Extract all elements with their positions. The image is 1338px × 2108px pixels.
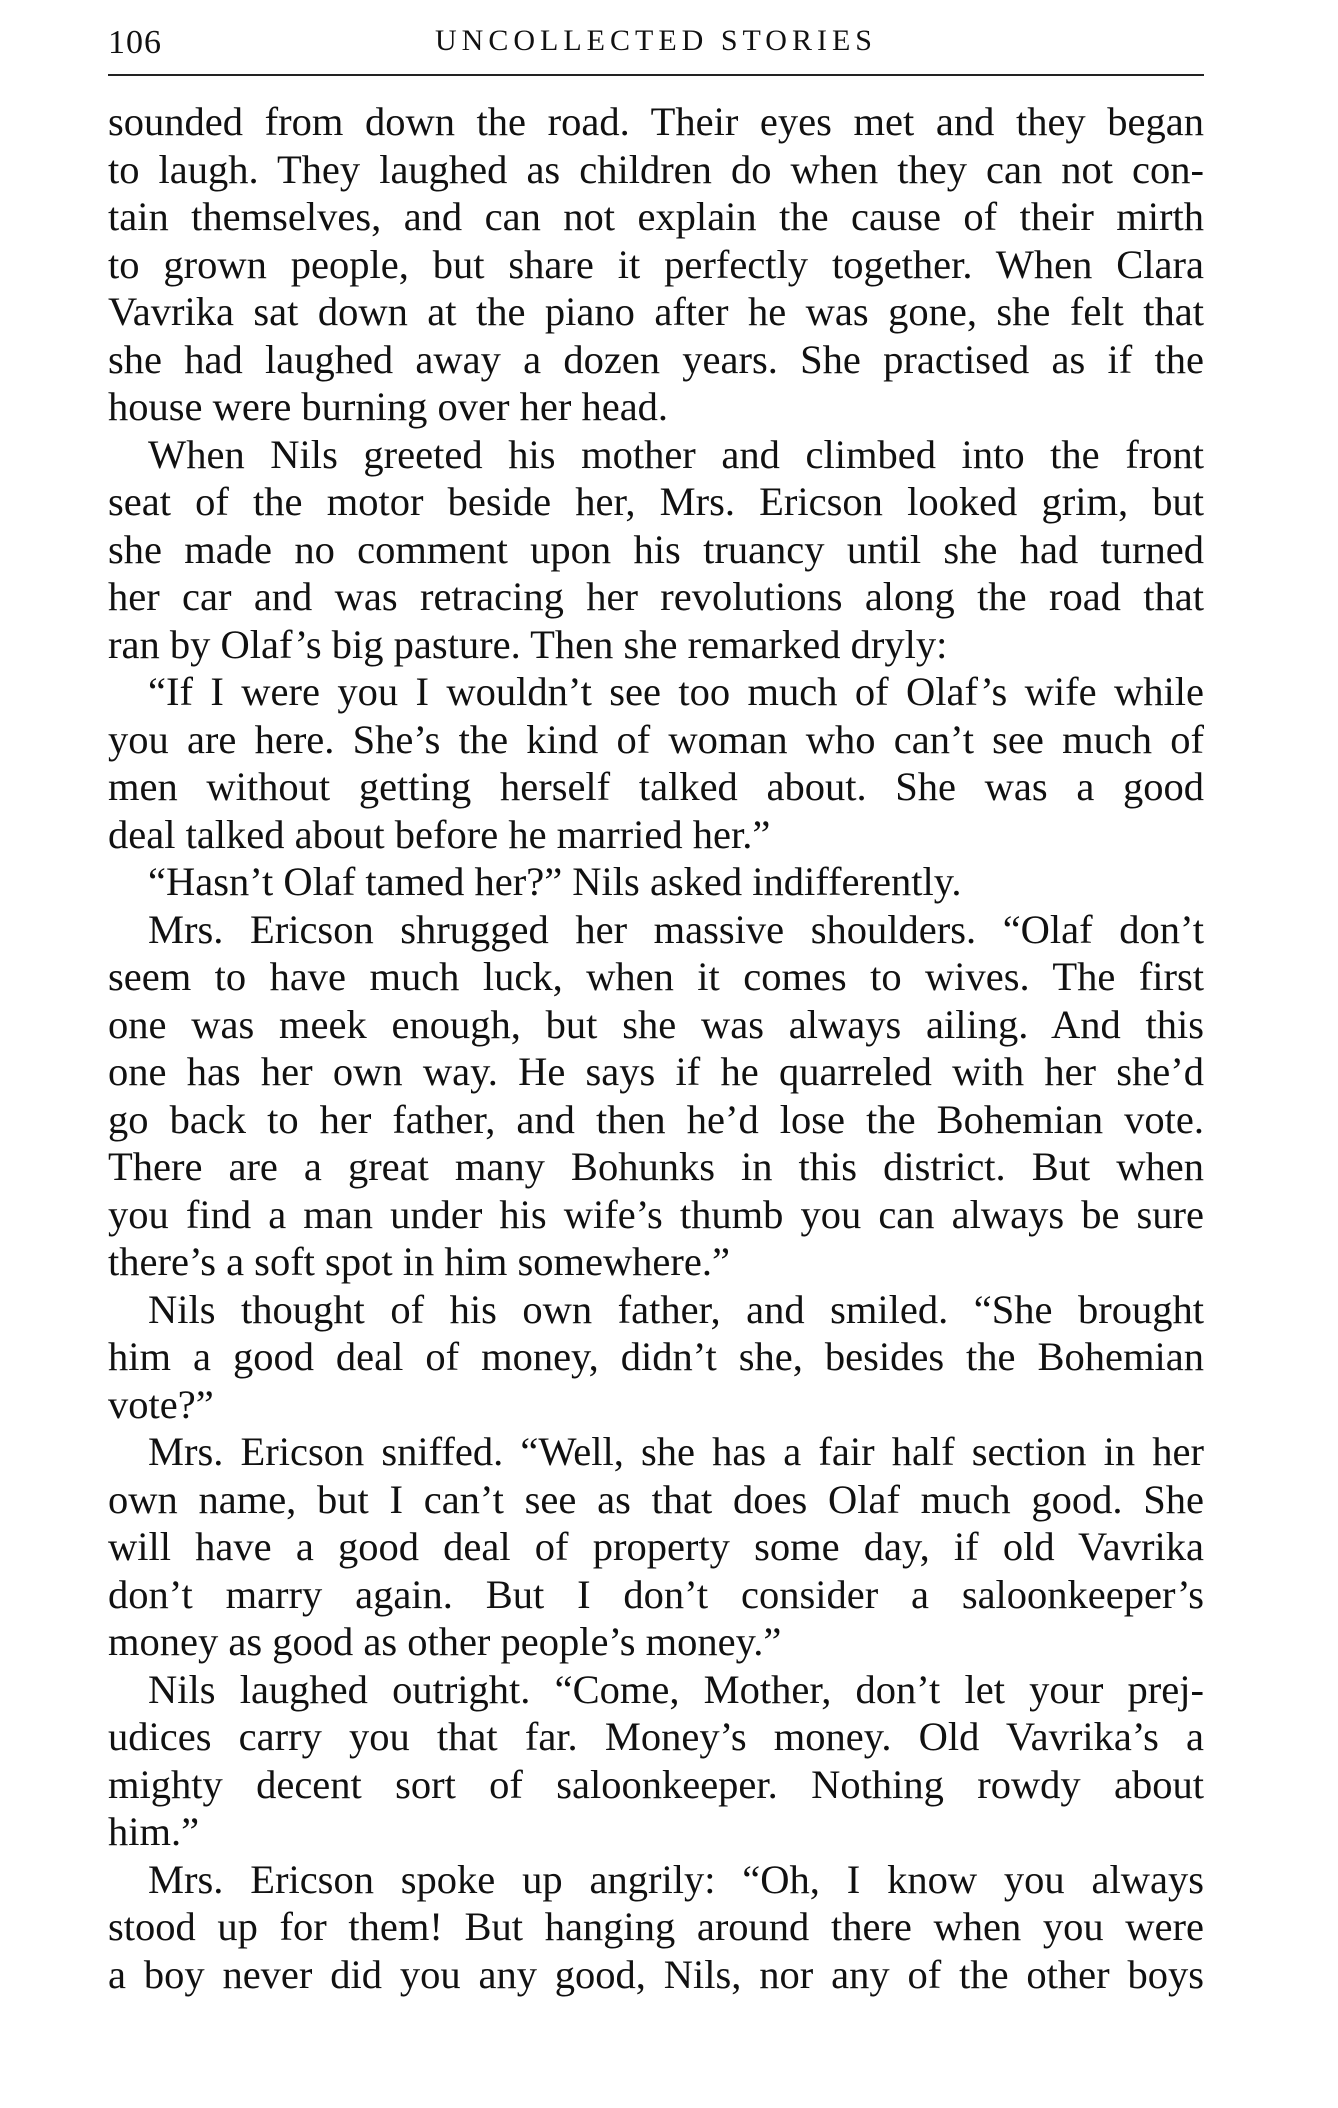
text-line: “Hasn’t Olaf tamed her?” Nils asked indifferently.	[148, 859, 962, 904]
page-header	[108, 18, 1204, 76]
text-line: own name, but I can’t see as that does Olaf much good. She	[108, 1476, 1204, 1522]
text-line: there’s a soft spot in him somewhere.”	[108, 1239, 730, 1284]
text-line: Mrs. Ericson sniffed. “Well, she has a fair half section in her	[148, 1429, 1204, 1474]
text-line: deal talked about before he married her.”	[108, 811, 771, 857]
text-line: to grown people, but share it perfectly together. When Clara	[108, 241, 1204, 287]
text-line: him.”	[108, 1809, 200, 1854]
text-line: There are a great many Bohunks in this district. But when	[108, 1144, 1204, 1189]
text-line: men without getting herself talked about. She was a good	[108, 764, 1204, 809]
text-line: When Nils greeted his mother and climbed into the front	[148, 431, 1204, 477]
text-line: ran by Olaf’s big pasture. Then she remarked dryly:	[108, 621, 948, 667]
text-line: will have a good deal of property some day, if old Vavrika	[108, 1524, 1204, 1569]
text-line: sounded from down the road. Their eyes met and they began	[108, 99, 1204, 144]
text-line: one has her own way. He says if he quarreled with her she’d	[108, 1049, 1204, 1094]
text-line: one was meek enough, but she was always ailing. And this	[108, 1001, 1204, 1047]
text-line: she had laughed away a dozen years. She practised as if the	[108, 336, 1204, 382]
text-line: mighty decent sort of saloonkeeper. Nothing rowdy about	[108, 1761, 1204, 1807]
text-line: don’t marry again. But I don’t consider a saloonkeeper’s	[108, 1571, 1204, 1617]
text-line: a boy never did you any good, Nils, nor any of the other boys	[108, 1951, 1204, 1997]
running-head: UNCOLLECTED STORIES	[435, 24, 877, 57]
text-line: stood up for them! But hanging around there when you were	[108, 1904, 1204, 1949]
text-line: tain themselves, and can not explain the cause of their mirth	[108, 194, 1204, 239]
text-line: she made no comment upon his truancy until she had turned	[108, 526, 1204, 572]
text-line: vote?”	[108, 1381, 214, 1427]
text-line: Nils laughed outright. “Come, Mother, don’t let your prej-	[148, 1666, 1204, 1712]
text-line: “If I were you I wouldn’t see too much of Olaf’s wife while	[148, 669, 1204, 714]
text-line: seat of the motor beside her, Mrs. Ericson looked grim, but	[108, 479, 1204, 524]
body-text	[108, 98, 1204, 1998]
text-line: Vavrika sat down at the piano after he was gone, she felt that	[108, 289, 1204, 334]
text-line: her car and was retracing her revolutions along the road that	[108, 574, 1204, 619]
text-line: Nils thought of his own father, and smiled. “She brought	[148, 1286, 1204, 1332]
text-line: Mrs. Ericson shrugged her massive shoulders. “Olaf don’t	[148, 906, 1204, 952]
page-number: 106	[108, 24, 162, 61]
text-line: udices carry you that far. Money’s money. Old Vavrika’s a	[108, 1714, 1204, 1759]
text-line: him a good deal of money, didn’t she, besides the Bohemian	[108, 1334, 1204, 1379]
text-line: money as good as other people’s money.”	[108, 1619, 782, 1664]
text-line: house were burning over her head.	[108, 384, 669, 429]
text-line: Mrs. Ericson spoke up angrily: “Oh, I know you always	[148, 1856, 1204, 1902]
text-line: you find a man under his wife’s thumb you can always be sure	[108, 1191, 1204, 1237]
text-line: seem to have much luck, when it comes to wives. The first	[108, 954, 1204, 999]
text-line: to laugh. They laughed as children do when they can not con-	[108, 146, 1204, 192]
text-line: you are here. She’s the kind of woman who can’t see much of	[108, 716, 1204, 762]
text-line: go back to her father, and then he’d lose the Bohemian vote.	[108, 1096, 1204, 1142]
